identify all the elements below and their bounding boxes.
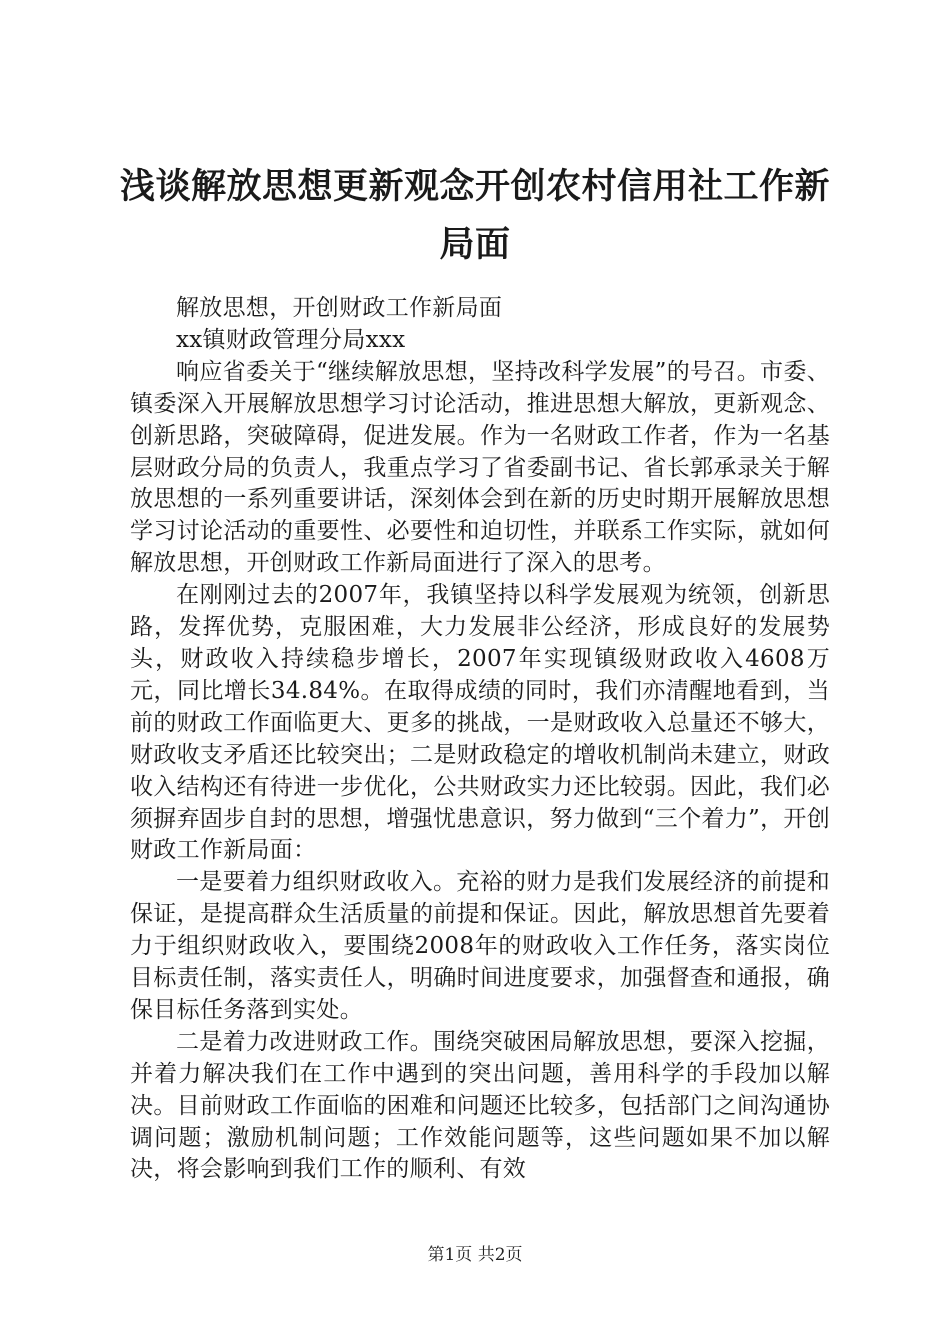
document-body [130, 293, 830, 1186]
paragraph-author: xx镇财政管理分局xxx [176, 326, 406, 353]
page-footer: 第1页 共2页 [427, 1245, 523, 1265]
paragraph-intro: 响应省委关于“继续解放思想，坚持改科学发展”的号召。市委、镇委深入开展解放思想学习讨论活动，推进思想大解放，更新观念、创新思路，突破障碍，促进发展。作为一名财政工作者，作为一名基层财政分局的负责人，我重点学习了省委副书记、省长郭承录关于解放思想的一系列重要讲话，深刻体会到在新的历史时期开展解放思想学习讨论活动的重要性、必要性和迫切性，并联系工作实际，就如何解放思想，开创财政工作新局面进行了深入的思考。 [130, 358, 830, 577]
paragraph-point-one: 一是要着力组织财政收入。充裕的财力是我们发展经济的前提和保证，是提高群众生活质量的前提和保证。因此，解放思想首先要着力于组织财政收入，要围绕2008年的财政收入工作任务，落实岗位目标责任制，落实责任人，明确时间进度要求，加强督查和通报，确保目标任务落到实处。 [130, 869, 830, 1023]
paragraph-subtitle: 解放思想，开创财政工作新局面 [176, 295, 503, 321]
document-title: 浅谈解放思想更新观念开创农村信用社工作新局面 [119, 167, 830, 265]
paragraph-point-two: 二是着力改进财政工作。围绕突破困局解放思想，要深入挖掘，并着力解决我们在工作中遇到的突出问题，善用科学的手段加以解决。目前财政工作面临的困难和问题还比较多，包括部门之间沟通协调问题；激励机制问题；工作效能问题等，这些问题如果不加以解决，将会影响到我们工作的顺利、有效 [130, 1028, 830, 1183]
paragraph-review: 在刚刚过去的2007年，我镇坚持以科学发展观为统领，创新思路，发挥优势，克服困难，大力发展非公经济，形成良好的发展势头，财政收入持续稳步增长，2007年实现镇级财政收入4608万元，同比增长34.84%。在取得成绩的同时，我们亦清醒地看到，当前的财政工作面临更大、更多的挑战，一是财政收入总量还不够大，财政收支矛盾还比较突出；二是财政稳定的增收机制尚未建立，财政收入结构还有待进一步优化，公共财政实力还比较弱。因此，我们必须摒弃固步自封的思想，增强忧患意识，努力做到“三个着力”，开创财政工作新局面： [130, 582, 830, 864]
